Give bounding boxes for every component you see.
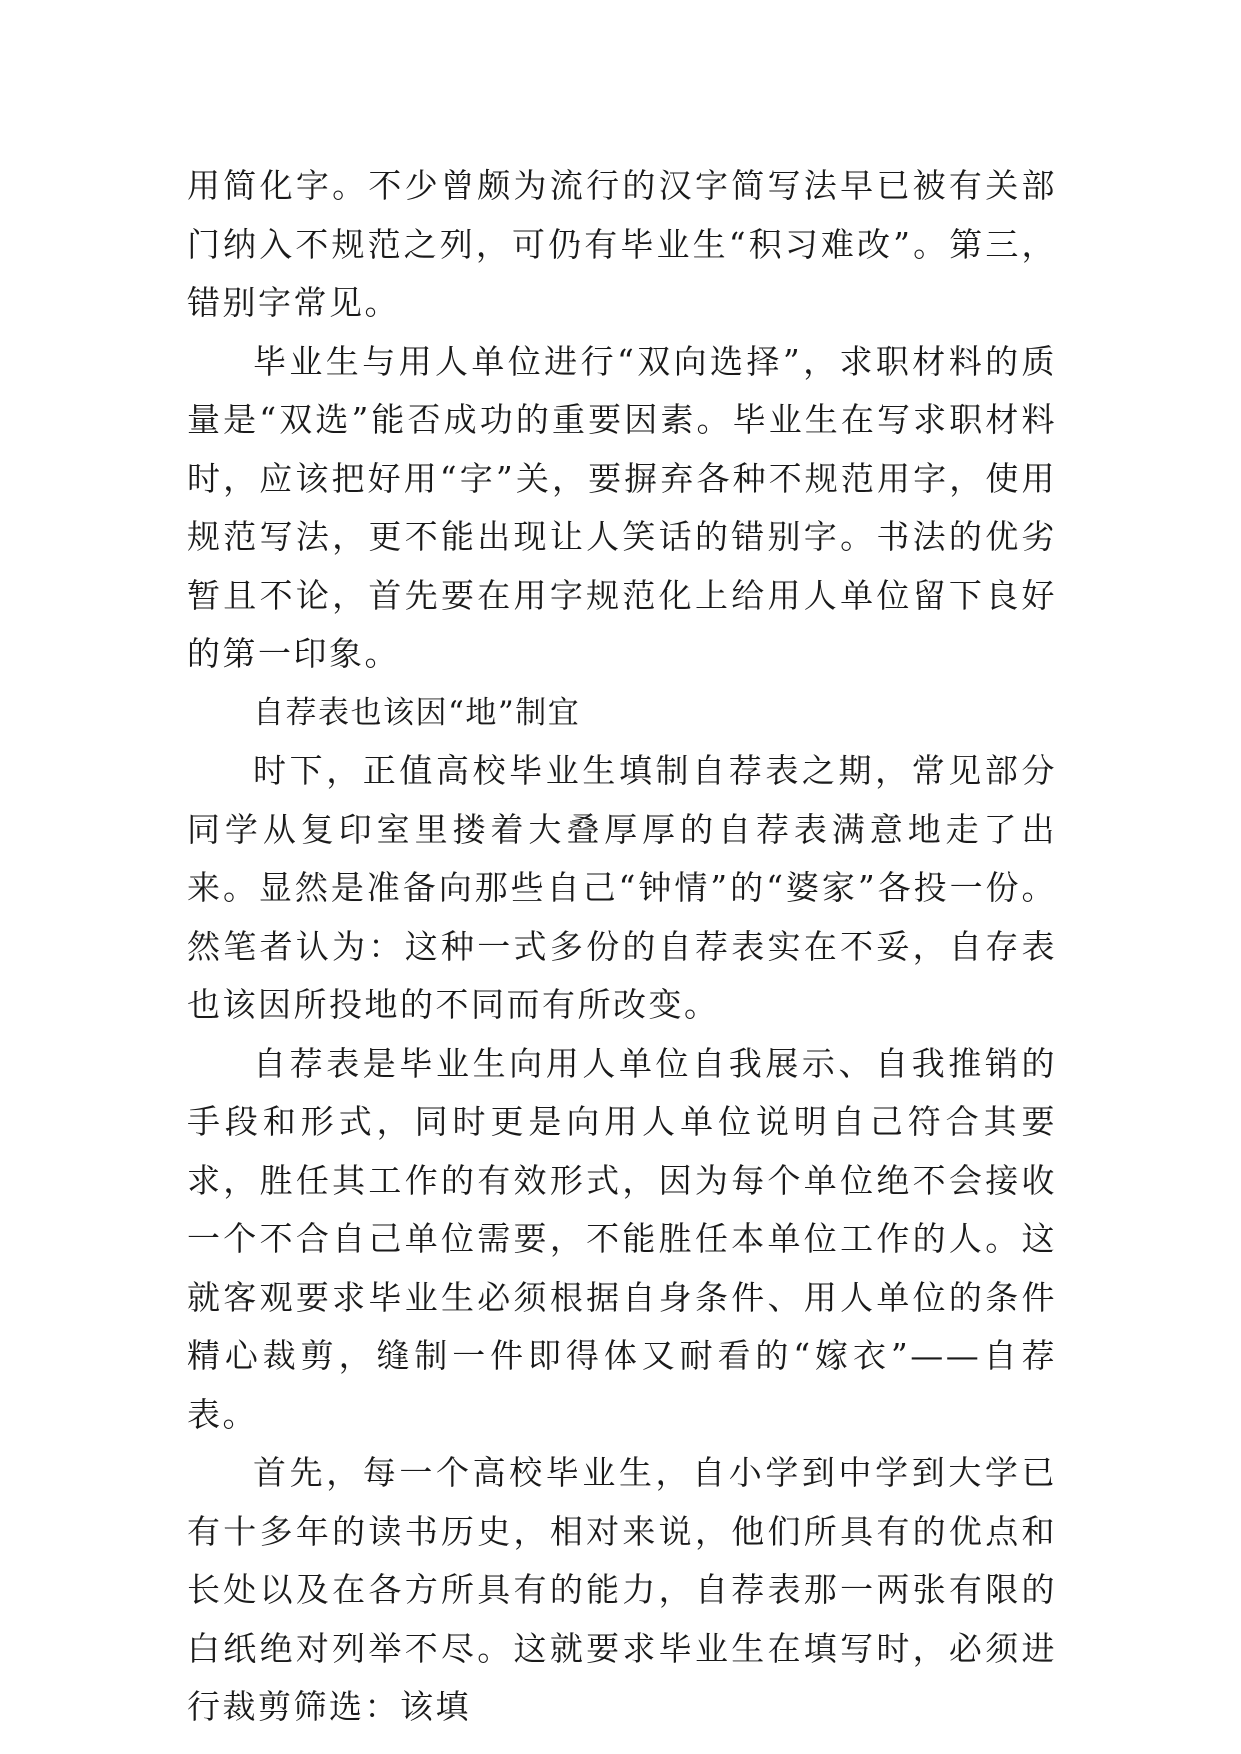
paragraph-3: 时下，正值高校毕业生填制自荐表之期，常见部分同学从复印室里搂着大叠厚厚的自荐表满意地走了出来。显然是准备向那些自己“钟情”的“婆家”各投一份。然笔者认为：这种一式多份的自荐表实在不妥，自存表也该因所投地的不同而有所改变。 bbox=[187, 751, 1057, 1024]
paragraph-1: 用简化字。不少曾颇为流行的汉字简写法早已被有关部门纳入不规范之列，可仍有毕业生“积习难改”。第三，错别字常见。 bbox=[187, 166, 1057, 322]
paragraph-5: 首先，每一个高校毕业生，自小学到中学到大学已有十多年的读书历史，相对来说，他们所具有的优点和长处以及在各方所具有的能力，自荐表那一两张有限的白纸绝对列举不尽。这就要求毕业生在填写时，必须进行裁剪筛选：该填 bbox=[187, 1453, 1057, 1726]
section-heading: 自荐表也该因“地”制宜 bbox=[253, 694, 581, 731]
paragraph-2: 毕业生与用人单位进行“双向选择”，求职材料的质量是“双选”能否成功的重要因素。毕业生在写求职材料时，应该把好用“字”关，要摒弃各种不规范用字，使用规范写法，更不能出现让人笑话的错别字。书法的优劣暂且不论，首先要在用字规范化上给用人单位留下良好的第一印象。 bbox=[187, 341, 1057, 673]
paragraph-4: 自荐表是毕业生向用人单位自我展示、自我推销的手段和形式，同时更是向用人单位说明自己符合其要求，胜任其工作的有效形式，因为每个单位绝不会接收一个不合自己单位需要，不能胜任本单位工作的人。这就客观要求毕业生必须根据自身条件、用人单位的条件精心裁剪，缝制一件即得体又耐看的“嫁衣”——自荐表。 bbox=[187, 1043, 1057, 1434]
document-body bbox=[187, 157, 1057, 1737]
